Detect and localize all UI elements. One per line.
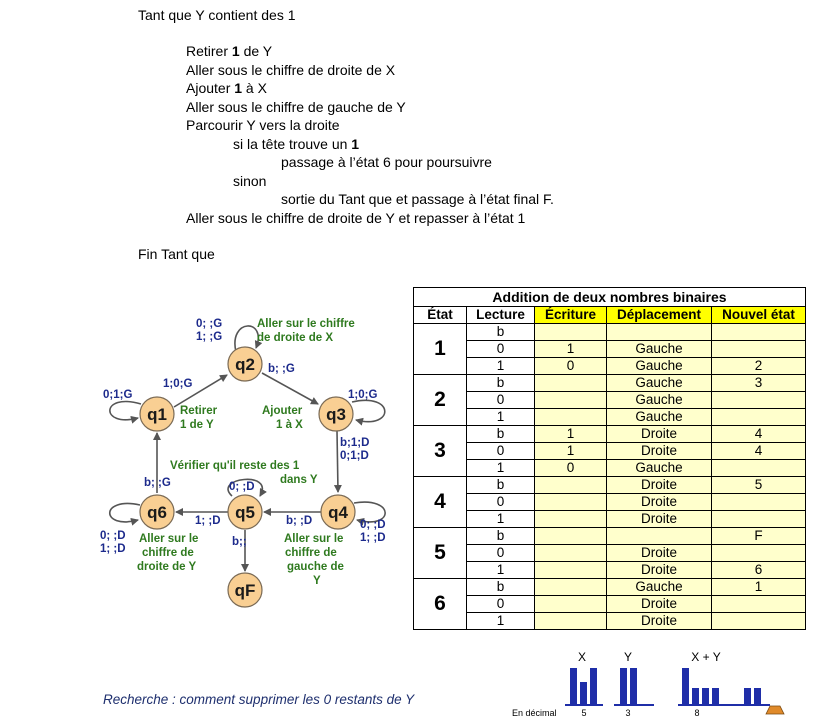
label-q4-loop-b: 1; ;D [360,532,386,544]
table-row [414,375,806,392]
lecture-cell: 0 [467,545,535,562]
label-q1-loop: 0;1;G [103,389,133,401]
table-row [414,613,806,630]
table-row [414,460,806,477]
research-note: Recherche : comment supprimer les 0 restants de Y [103,692,415,707]
deplacement-cell: Droite [607,613,712,630]
etat-cell: 3 [414,426,467,477]
state-q5 [228,495,262,529]
x-bar-3 [590,668,597,705]
table-row [414,324,806,341]
label-sum: X + Y [691,650,721,664]
loop-q3 [352,400,385,421]
nouvel-etat-cell [712,460,806,477]
note-q4-b: chiffre de [285,547,337,559]
header-etat: État [414,307,467,324]
etat-cell: 5 [414,528,467,579]
nouvel-etat-cell [712,392,806,409]
lecture-cell: 1 [467,409,535,426]
label-q3-loop: 1;0;G [348,389,378,401]
nouvel-etat-cell: 6 [712,562,806,579]
state-q1 [140,397,174,431]
deplacement-cell: Gauche [607,579,712,596]
etat-cell: 4 [414,477,467,528]
svg-text:q2: q2 [235,355,255,374]
sum-bar-6 [754,688,761,705]
end-while-line: Fin Tant que [138,246,215,262]
note-q1-b: 1 de Y [180,419,214,431]
label-q6-loop-b: 1; ;D [100,543,126,555]
algo-line-7: passage à l’état 6 pour poursuivre [281,154,492,170]
value-x: 5 [581,708,587,718]
label-q5-q6: 1; ;D [195,515,221,527]
deplacement-cell [607,528,712,545]
note-q4-a: Aller sur le [284,533,344,545]
lecture-cell: b [467,375,535,392]
note-q3-a: Ajouter [262,405,303,417]
x-bar-1 [570,668,577,705]
nouvel-etat-cell [712,545,806,562]
label-q2-q3: b; ;G [268,363,295,375]
nouvel-etat-cell [712,324,806,341]
table-row [414,477,806,494]
lecture-cell: b [467,477,535,494]
algo-line-2: Aller sous le chiffre de droite de X [186,62,396,78]
state-q6 [140,495,174,529]
nouvel-etat-cell [712,494,806,511]
state-qF [228,573,262,607]
ecriture-cell [535,494,607,511]
x-bar-2 [580,682,587,705]
label-q3-q4-b: 0;1;D [340,450,369,462]
etat-cell: 6 [414,579,467,630]
note-q2-a: Aller sur le chiffre [257,318,355,330]
y-bar-2 [630,668,637,705]
svg-text:q6: q6 [147,503,167,522]
table-caption: Addition de deux nombres binaires [414,288,806,307]
header-lecture: Lecture [467,307,535,324]
edge-q3-q4 [337,431,338,492]
deplacement-cell: Droite [607,494,712,511]
nouvel-etat-cell: 4 [712,443,806,460]
table-row [414,511,806,528]
nouvel-etat-cell [712,613,806,630]
note-q5-a: Vérifier qu'il reste des 1 [170,460,300,472]
edge-q2-q3 [262,373,318,404]
ecriture-cell [535,579,607,596]
note-q6-c: droite de Y [137,561,197,573]
decimal-caption: En décimal [512,708,557,718]
ecriture-cell [535,511,607,528]
deplacement-cell: Droite [607,596,712,613]
ecriture-cell [535,477,607,494]
table-row [414,443,806,460]
algo-line-6: si la tête trouve un 1 [233,136,360,152]
header-ecriture: Écriture [535,307,607,324]
ecriture-cell: 0 [535,358,607,375]
svg-text:q1: q1 [147,405,167,424]
ecriture-cell [535,324,607,341]
table-row [414,545,806,562]
lecture-cell: 1 [467,562,535,579]
deplacement-cell: Droite [607,426,712,443]
deplacement-cell: Droite [607,545,712,562]
svg-text:q3: q3 [326,405,346,424]
deplacement-cell: Droite [607,511,712,528]
y-baseline [614,704,654,706]
nouvel-etat-cell: F [712,528,806,545]
ecriture-cell: 1 [535,426,607,443]
ecriture-cell [535,545,607,562]
ecriture-cell [535,562,607,579]
table-row [414,392,806,409]
label-q6-q1: b; ;G [144,477,171,489]
state-diagram [0,285,410,615]
table-row [414,528,806,545]
algo-line-9: sortie du Tant que et passage à l’état final F. [281,191,554,207]
algo-line-1: Retirer 1 de Y [186,43,273,59]
svg-text:q4: q4 [328,503,348,522]
note-q3-b: 1 à X [276,419,303,431]
lecture-cell: b [467,324,535,341]
nouvel-etat-cell [712,511,806,528]
ecriture-cell: 0 [535,460,607,477]
label-q3-q4-a: b;1;D [340,437,370,449]
nouvel-etat-cell [712,596,806,613]
note-q6-b: chiffre de [142,547,194,559]
deplacement-cell: Droite [607,562,712,579]
label-q6-loop-a: 0; ;D [100,530,126,542]
sum-bar-2 [692,688,699,705]
loop-q1 [110,402,141,420]
algo-line-4: Aller sous le chiffre de gauche de Y [186,99,406,115]
ecriture-cell [535,596,607,613]
ecriture-cell [535,409,607,426]
label-y: Y [623,650,633,664]
sum-bar-3 [702,688,709,705]
value-sum: 8 [694,708,700,718]
lecture-cell: 1 [467,460,535,477]
table-row [414,409,806,426]
label-x: X [577,650,587,664]
nouvel-etat-cell: 3 [712,375,806,392]
ecriture-cell [535,392,607,409]
transition-table [413,287,806,630]
lecture-cell: 1 [467,613,535,630]
ecriture-cell [535,528,607,545]
lecture-cell: 1 [467,358,535,375]
table-row [414,426,806,443]
etat-cell: 2 [414,375,467,426]
label-q5-qF: b;; [232,536,247,548]
ecriture-cell [535,375,607,392]
label-q2-loop-b: 1; ;G [196,331,223,343]
nouvel-etat-cell: 4 [712,426,806,443]
deplacement-cell: Gauche [607,392,712,409]
header-deplacement: Déplacement [607,307,712,324]
deplacement-cell: Gauche [607,341,712,358]
lecture-cell: 0 [467,443,535,460]
deplacement-cell: Gauche [607,409,712,426]
state-q2 [228,347,262,381]
lecture-cell: b [467,426,535,443]
label-q5-loop: 0; ;D [229,481,255,493]
nouvel-etat-cell: 2 [712,358,806,375]
sum-bar-4 [712,688,719,705]
value-y: 3 [625,708,631,718]
ecriture-cell [535,613,607,630]
table-row [414,596,806,613]
deplacement-cell [607,324,712,341]
x-baseline [565,704,603,706]
algo-line-3: Ajouter 1 à X [186,80,267,96]
deplacement-cell: Gauche [607,358,712,375]
label-q4-loop-a: 0; ;D [360,519,386,531]
note-q4-c: gauche de [287,561,344,573]
loop-q6 [110,503,140,521]
ecriture-cell: 1 [535,341,607,358]
table-row [414,358,806,375]
svg-text:qF: qF [234,581,256,600]
lecture-cell: 1 [467,511,535,528]
algo-line-10: Aller sous le chiffre de droite de Y et repasser à l’état 1 [186,210,526,226]
y-bar-1 [620,668,627,705]
table-row [414,579,806,596]
deplacement-cell: Gauche [607,375,712,392]
etat-cell: 1 [414,324,467,375]
lecture-cell: 0 [467,341,535,358]
table-row [414,341,806,358]
nouvel-etat-cell [712,409,806,426]
algo-line-8: sinon [233,173,267,189]
nouvel-etat-cell: 5 [712,477,806,494]
table-row [414,494,806,511]
note-q1-a: Retirer [180,405,218,417]
decimal-bar-illustration [510,648,790,718]
lecture-cell: 0 [467,596,535,613]
note-q2-b: de droite de X [257,332,334,344]
lecture-cell: b [467,528,535,545]
note-q5-b: dans Y [280,474,318,486]
label-q1-q2: 1;0;G [163,378,193,390]
lecture-cell: 0 [467,494,535,511]
ecriture-cell: 1 [535,443,607,460]
state-q3 [319,397,353,431]
deplacement-cell: Gauche [607,460,712,477]
note-q6-a: Aller sur le [139,533,199,545]
table-row [414,562,806,579]
nouvel-etat-cell [712,341,806,358]
sum-baseline [678,704,770,706]
sum-bar-5 [744,688,751,705]
lecture-cell: b [467,579,535,596]
deplacement-cell: Droite [607,443,712,460]
svg-text:q5: q5 [235,503,255,522]
label-q2-loop-a: 0; ;G [196,318,223,330]
label-q4-q5: b; ;D [286,515,313,527]
tape-head-icon [766,706,784,714]
nouvel-etat-cell: 1 [712,579,806,596]
header-nouvel-etat: Nouvel état [712,307,806,324]
note-q4-d: Y [313,575,321,587]
deplacement-cell: Droite [607,477,712,494]
while-line: Tant que Y contient des 1 [138,7,296,23]
algo-line-5: Parcourir Y vers la droite [186,117,340,133]
sum-bar-1 [682,668,689,705]
state-q4 [321,495,355,529]
lecture-cell: 0 [467,392,535,409]
